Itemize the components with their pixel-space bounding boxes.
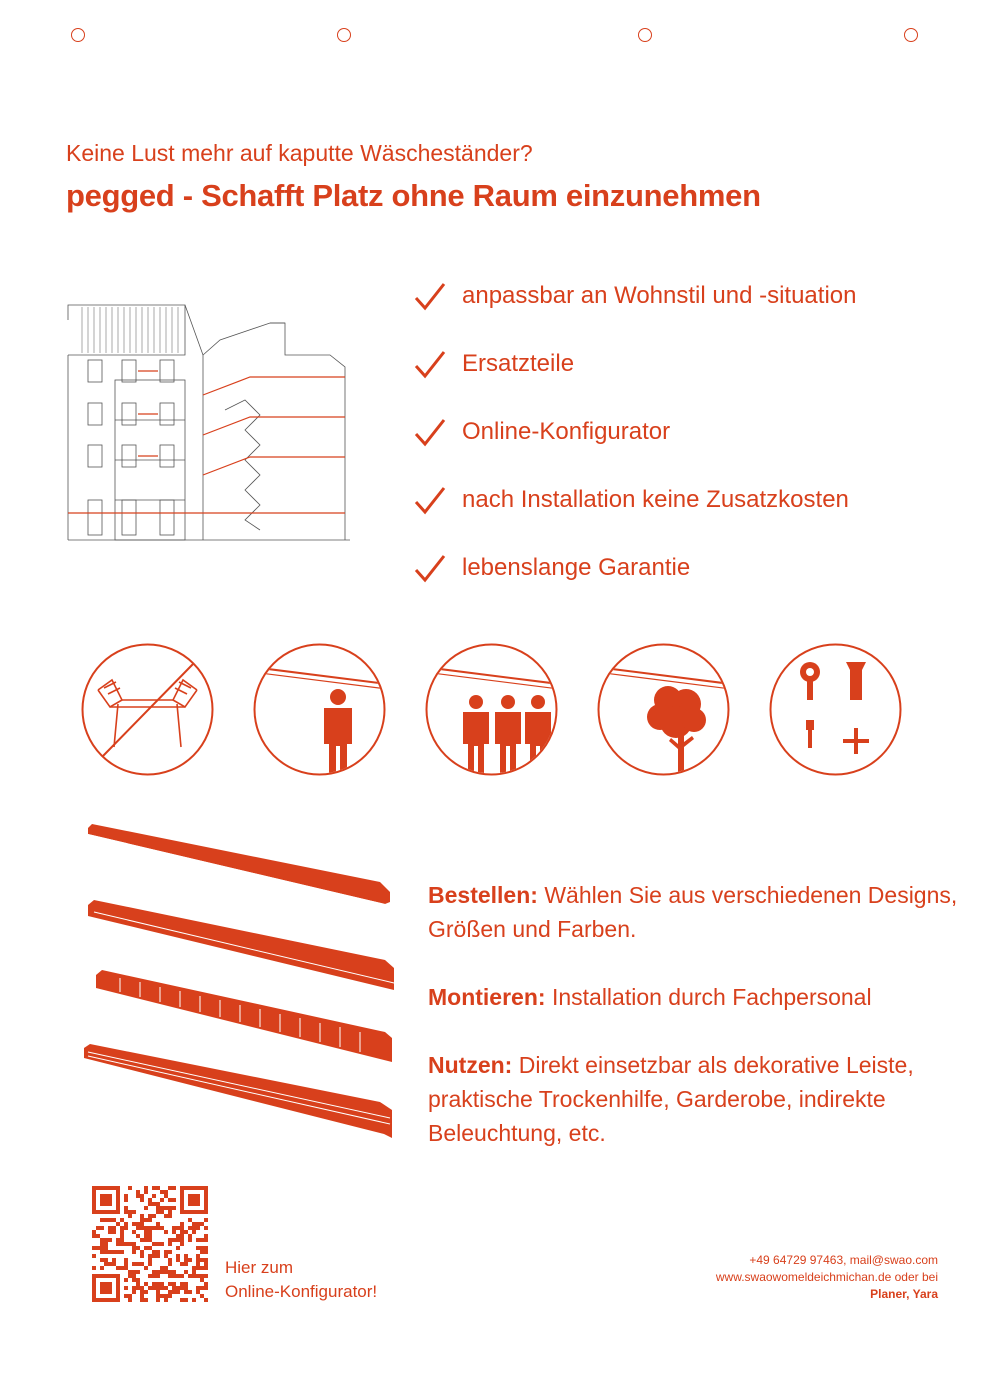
step-label: Montieren: bbox=[428, 984, 546, 1010]
tree-icon bbox=[596, 642, 731, 777]
step-text: Wählen Sie aus verschiedenen Designs, Größen und Farben. bbox=[428, 882, 958, 942]
step-order bbox=[428, 878, 958, 946]
feature-label: lebenslange Garantie bbox=[462, 554, 691, 581]
qr-caption-line: Hier zum bbox=[225, 1258, 294, 1277]
contact-line: +49 64729 97463, mail@swao.com bbox=[749, 1253, 938, 1267]
step-use bbox=[428, 1048, 958, 1150]
feature-label: Ersatzteile bbox=[462, 350, 575, 377]
feature-label: anpassbar an Wohnstil und -situation bbox=[462, 282, 857, 309]
feature-item bbox=[410, 398, 950, 466]
steps-section bbox=[428, 878, 958, 1184]
checkmark-icon bbox=[410, 550, 450, 586]
icon-row bbox=[0, 642, 990, 777]
replacement-parts-icon bbox=[768, 642, 903, 777]
feature-item bbox=[410, 534, 950, 602]
checkmark-icon bbox=[410, 278, 450, 314]
punch-hole bbox=[71, 28, 85, 42]
step-text: Direkt einsetzbar als dekorative Leiste, praktische Trockenhilfe, Garderobe, indirekte Beleuchtung, etc. bbox=[428, 1052, 914, 1146]
no-drying-rack-icon bbox=[80, 642, 215, 777]
subtitle: Keine Lust mehr auf kaputte Wäscheständer? bbox=[66, 140, 533, 166]
single-person-icon bbox=[252, 642, 387, 777]
rail-profiles-illustration bbox=[80, 820, 400, 1145]
step-label: Nutzen: bbox=[428, 1052, 513, 1078]
step-label: Bestellen: bbox=[428, 882, 538, 908]
feature-label: Online-Konfigurator bbox=[462, 418, 671, 445]
feature-item bbox=[410, 262, 950, 330]
page-title: pegged - Schafft Platz ohne Raum einzunehmen bbox=[66, 178, 761, 213]
feature-item bbox=[410, 466, 950, 534]
punch-hole bbox=[904, 28, 918, 42]
punch-hole bbox=[638, 28, 652, 42]
checkmark-icon bbox=[410, 414, 450, 450]
group-of-people-icon bbox=[424, 642, 559, 777]
feature-item bbox=[410, 330, 950, 398]
punch-hole bbox=[337, 28, 351, 42]
step-install bbox=[428, 980, 958, 1014]
step-text: Installation durch Fachpersonal bbox=[551, 984, 872, 1010]
checkmark-icon bbox=[410, 482, 450, 518]
contact-name: Planer, Yara bbox=[870, 1287, 938, 1301]
contact-info bbox=[716, 1252, 938, 1303]
qr-code[interactable] bbox=[92, 1186, 208, 1302]
contact-line: www.swaowomeldeichmichan.de oder bei bbox=[715, 1270, 938, 1284]
checkmark-icon bbox=[410, 346, 450, 382]
building-illustration bbox=[60, 295, 360, 545]
qr-caption bbox=[225, 1256, 377, 1304]
qr-caption-line: Online-Konfigurator! bbox=[225, 1282, 378, 1301]
feature-list bbox=[410, 262, 950, 602]
feature-label: nach Installation keine Zusatzkosten bbox=[462, 486, 849, 513]
